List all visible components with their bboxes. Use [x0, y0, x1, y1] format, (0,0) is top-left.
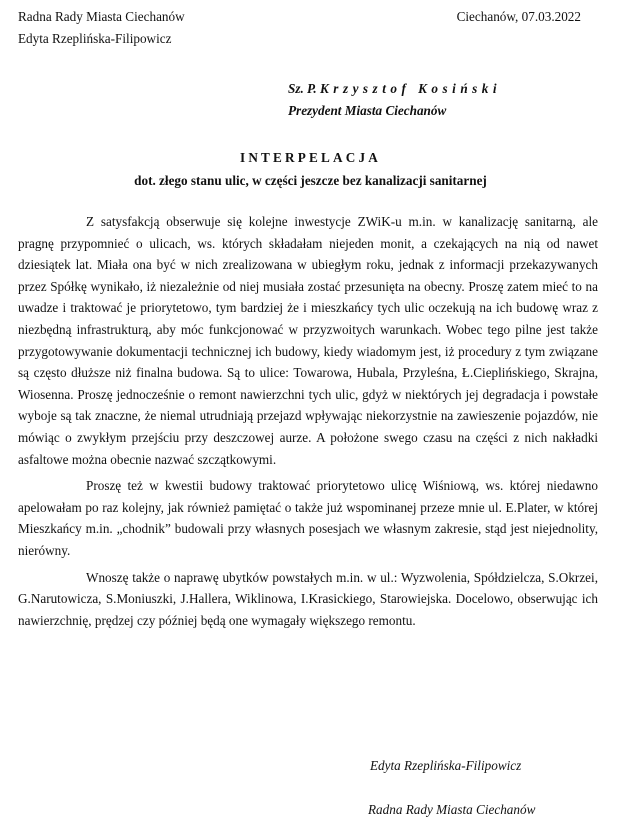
- addressee-title: Prezydent Miasta Ciechanów: [288, 103, 447, 118]
- body-paragraph: Z satysfakcją obserwuje się kolejne inwestycje ZWiK-u m.in. w kanalizację sanitarną, ale pragnę przypomnieć o ulicach, ws. których składałam niejeden monit, a czekających na nią od nawet dziesiątek lat. Miała ona być w nich zrealizowana w ubiegłym roku, jednak z informacji przekazywanych przez Spółkę wynikało, iż niezależnie od niej musiała zostać przesunięta na obecny. Proszę zatem mieć to na uwadze i traktować je priorytetowo, tym bardziej że i mieszkańcy tych ulic oczekują na ich budowę wraz z niezbędną infrastrukturą, aby móc funkcjonować w przyzwoitych warunkach. Wobec tego pilne jest także przygotowywanie dokumentacji technicznej ich budowy, kiedy wiadomym jest, iż procedury z tym związane są często dłuższe niż finalna budowa. Są to ulice: Towarowa, Hubala, Przyleśna, Ł.Cieplińskiego, Skrajna, Wiosenna. Proszę jednocześnie o remont nawierzchni tych ulic, gdyż w niektórych jej degradacja i powstałe wyboje są tak znaczne, że niemal utrudniają przejazd wpływając niekorzystnie na zawieszenie pojazdów, nie mówiąc o zwykłym przejściu przy deszczowej aurze. A położone swego czasu na części z nich nakładki asfaltowe można obecnie nazwać szczątkowymi.: [18, 214, 598, 467]
- place-date: Ciechanów, 07.03.2022: [456, 9, 581, 24]
- addressee-block: [288, 78, 501, 122]
- signature-role: Radna Rady Miasta Ciechanów: [368, 802, 536, 817]
- document-subtitle: dot. złego stanu ulic, w części jeszcze bez kanalizacji sanitarnej: [134, 173, 487, 188]
- document-title: INTERPELACJA: [240, 150, 381, 165]
- sender-block: [18, 6, 185, 50]
- sender-name: Edyta Rzeplińska-Filipowicz: [18, 31, 172, 46]
- document-body: [18, 211, 598, 636]
- addressee-line: [288, 78, 501, 100]
- body-paragraph: Proszę też w kwestii budowy traktować priorytetowo ulicę Wiśniową, ws. której niedawno apelowałam po raz kolejny, jak również pamiętać o także już wspominanej przeze mnie ul. E.Plater, w której Mieszkańcy m.in. „chodnik” budowali przy własnych posesjach we własnym zakresie, stąd jest niejednolity, nierówny.: [18, 478, 598, 558]
- addressee-prefix: Sz. P.: [288, 81, 317, 96]
- body-paragraph: Wnoszę także o naprawę ubytków powstałych m.in. w ul.: Wyzwolenia, Spółdzielcza, S.Okrzei, G.Narutowicza, S.Moniuszki, J.Hallera, Wiklinowa, I.Krasickiego, Starowiejska. Docelowo, obserwując ich nawierzchnię, prędzej czy później będą one wymagały większego remontu.: [18, 569, 598, 628]
- sender-role: Radna Rady Miasta Ciechanów: [18, 9, 185, 24]
- signature-name: Edyta Rzeplińska-Filipowicz: [370, 758, 522, 773]
- addressee-name: Krzysztof Kosiński: [320, 81, 502, 96]
